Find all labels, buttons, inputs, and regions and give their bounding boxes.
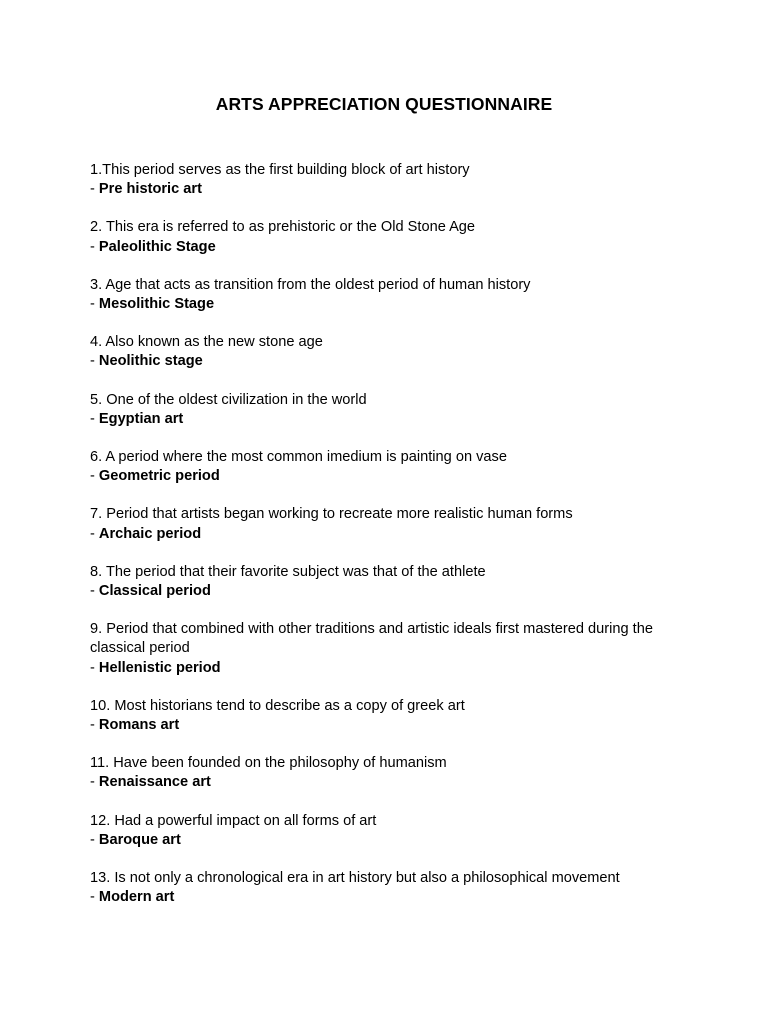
question-text: 5. One of the oldest civilization in the world bbox=[90, 391, 367, 408]
answer-prefix: - bbox=[90, 296, 99, 313]
question-list bbox=[90, 161, 690, 926]
answer-text: Modern art bbox=[98, 889, 175, 906]
answer-line bbox=[90, 352, 690, 371]
question-text: 12. Had a powerful impact on all forms of art bbox=[90, 812, 377, 829]
question-text: 4. Also known as the new stone age bbox=[90, 334, 323, 351]
question-item bbox=[90, 620, 690, 678]
answer-line bbox=[90, 716, 690, 735]
answer-line bbox=[90, 410, 690, 429]
question-text: 10. Most historians tend to describe as a copy of greek art bbox=[90, 697, 465, 714]
question-text: 3. Age that acts as transition from the oldest period of human history bbox=[90, 276, 531, 293]
answer-prefix: - bbox=[90, 583, 99, 600]
question-text: 2. This era is referred to as prehistoric or the Old Stone Age bbox=[90, 219, 476, 236]
question-item bbox=[90, 869, 690, 907]
question-text: 9. Period that combined with other traditions and artistic ideals first mastered during the classical period bbox=[90, 621, 653, 657]
answer-line bbox=[90, 467, 690, 486]
answer-line bbox=[90, 525, 690, 544]
answer-line bbox=[90, 180, 690, 199]
question-text: 8. The period that their favorite subject was that of the athlete bbox=[90, 563, 486, 580]
answer-prefix: - bbox=[90, 831, 99, 848]
answer-text: Neolithic stage bbox=[98, 353, 203, 370]
answer-text: Paleolithic Stage bbox=[98, 238, 216, 255]
answer-text: Archaic period bbox=[98, 525, 202, 542]
answer-prefix: - bbox=[90, 181, 99, 198]
answer-line bbox=[90, 238, 690, 257]
question-item bbox=[90, 812, 690, 850]
answer-line bbox=[90, 582, 690, 601]
question-text: 1.This period serves as the first building block of art history bbox=[90, 162, 470, 178]
answer-line bbox=[90, 295, 690, 314]
answer-text: Baroque art bbox=[98, 831, 181, 848]
answer-line bbox=[90, 773, 690, 792]
question-item bbox=[90, 754, 690, 792]
answer-prefix: - bbox=[90, 717, 99, 734]
question-text: 13. Is not only a chronological era in art history but also a philosophical movement bbox=[90, 870, 620, 887]
answer-prefix: - bbox=[90, 774, 99, 791]
answer-line bbox=[90, 888, 690, 907]
question-item bbox=[90, 697, 690, 735]
answer-text: Egyptian art bbox=[98, 410, 184, 427]
answer-text: Mesolithic Stage bbox=[98, 296, 215, 313]
question-item bbox=[90, 276, 690, 314]
question-text: 11. Have been founded on the philosophy of humanism bbox=[90, 755, 447, 772]
answer-text: Romans art bbox=[98, 717, 180, 734]
answer-prefix: - bbox=[90, 410, 99, 427]
question-text: 7. Period that artists began working to recreate more realistic human forms bbox=[90, 506, 573, 523]
answer-prefix: - bbox=[90, 353, 99, 370]
question-item bbox=[90, 505, 690, 543]
document-title: ARTS APPRECIATION QUESTIONNAIRE bbox=[215, 94, 553, 114]
answer-prefix: - bbox=[90, 238, 99, 255]
answer-text: Pre historic art bbox=[98, 181, 202, 198]
answer-line bbox=[90, 659, 690, 678]
question-item bbox=[90, 161, 690, 199]
question-item bbox=[90, 563, 690, 601]
question-text: 6. A period where the most common imedium is painting on vase bbox=[90, 449, 507, 466]
answer-prefix: - bbox=[90, 525, 99, 542]
answer-text: Hellenistic period bbox=[98, 659, 221, 676]
answer-text: Renaissance art bbox=[98, 774, 211, 791]
answer-prefix: - bbox=[90, 659, 99, 676]
question-item bbox=[90, 391, 690, 429]
question-item bbox=[90, 218, 690, 256]
answer-text: Geometric period bbox=[98, 468, 220, 485]
question-item bbox=[90, 448, 690, 486]
question-item bbox=[90, 333, 690, 371]
answer-prefix: - bbox=[90, 468, 99, 485]
answer-line bbox=[90, 831, 690, 850]
answer-text: Classical period bbox=[98, 583, 211, 600]
answer-prefix: - bbox=[90, 889, 99, 906]
